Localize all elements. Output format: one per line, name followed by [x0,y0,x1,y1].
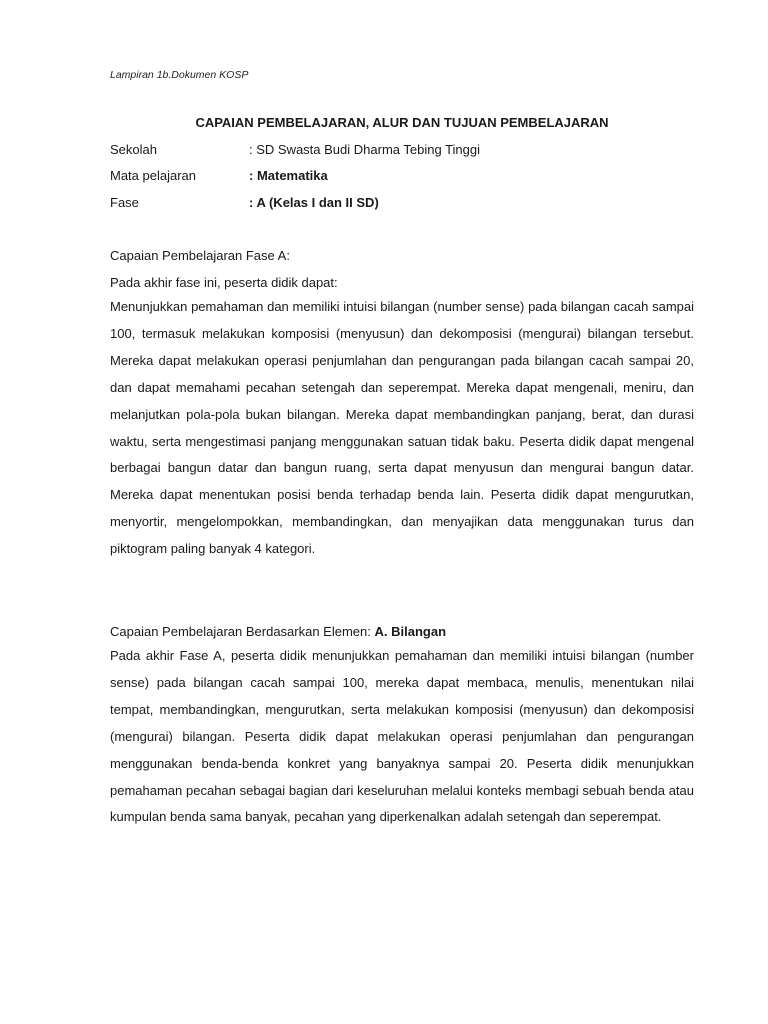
info-row-subject [110,168,328,183]
info-row-school [110,142,480,157]
paragraph-element-bilangan: Pada akhir Fase A, peserta didik menunjukkan pemahaman dan memiliki intuisi bilangan (number sense) pada bilangan cacah sampai 100, mereka dapat membaca, menulis, menentukan nilai tempat, membandingkan, mengurutkan, serta melakukan komposisi (menyusun) dan dekomposisi (mengurai) bilangan. Peserta didik dapat melakukan operasi penjumlahan dan pengurangan menggunakan benda-benda konkret yang banyaknya sampai 20. Peserta didik menunjukkan pemahaman pecahan sebagai bagian dari keseluruhan melalui konteks membagi sebuah benda atau kumpulan benda sama banyak, pecahan yang diperkenalkan adalah setengah dan seperempat. [110,648,694,825]
info-value: : Matematika [249,168,328,183]
paragraph-phase-a: Menunjukkan pemahaman dan memiliki intuisi bilangan (number sense) pada bilangan cacah sampai 100, termasuk melakukan komposisi (menyusun) dan dekomposisi (mengurai) bilangan tersebut. Mereka dapat melakukan operasi penjumlahan dan pengurangan pada bilangan cacah sampai 20, dan dapat memahami pecahan setengah dan seperempat. Mereka dapat mengenali, meniru, dan melanjutkan pola-pola bukan bilangan. Mereka dapat membandingkan panjang, berat, dan durasi waktu, serta mengestimasi panjang menggunakan satuan tidak baku. Peserta didik dapat mengenal berbagai bangun datar dan bangun ruang, serta dapat menyusun dan mengurai bangun datar. Mereka dapat menentukan posisi benda terhadap benda lain. Peserta didik dapat mengurutkan, menyortir, mengelompokkan, membandingkan, dan menyajikan data menggunakan turus dan piktogram paling banyak 4 kategori. [110,299,694,557]
section-heading-phase-a: Capaian Pembelajaran Fase A: [110,248,290,263]
section-intro: Pada akhir fase ini, peserta didik dapat: [110,275,338,290]
info-label: Sekolah [110,142,157,157]
info-value: : A (Kelas I dan II SD) [249,195,379,210]
info-value: : SD Swasta Budi Dharma Tebing Tinggi [249,142,480,157]
info-row-phase [110,195,379,210]
info-label: Mata pelajaran [110,168,196,183]
info-label: Fase [110,195,139,210]
document-title: CAPAIAN PEMBELAJARAN, ALUR DAN TUJUAN PEMBELAJARAN [195,115,609,130]
heading-element-name: A. Bilangan [374,624,447,639]
attachment-note: Lampiran 1b.Dokumen KOSP [110,69,249,81]
section-heading-element [110,624,446,639]
heading-prefix: Capaian Pembelajaran Berdasarkan Elemen: [110,624,375,639]
